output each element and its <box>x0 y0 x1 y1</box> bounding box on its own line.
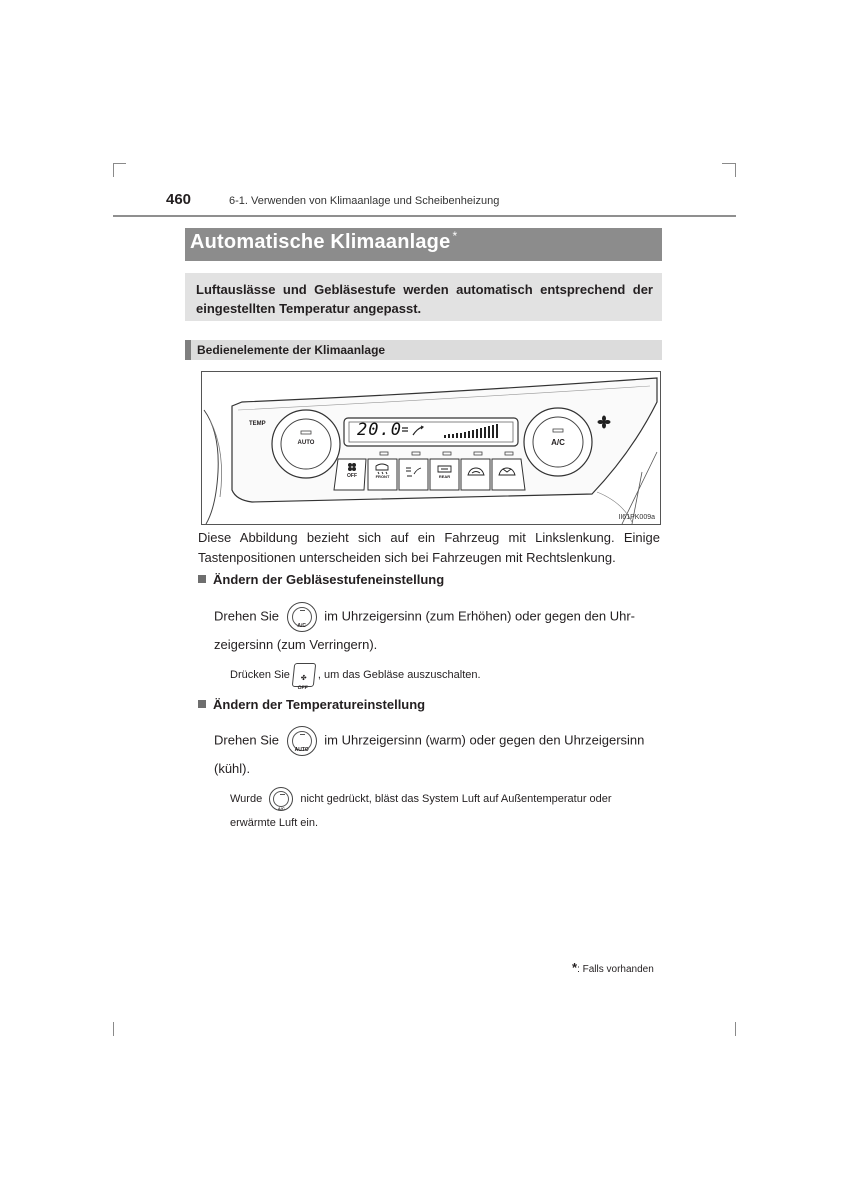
footnote <box>572 960 654 975</box>
subheading-text: Bedienelemente der Klimaanlage <box>197 343 386 357</box>
climate-panel-drawing <box>202 372 661 525</box>
temp-note-line2: erwärmte Luft ein. <box>230 817 319 830</box>
footnote-marker: * <box>572 960 578 975</box>
btn-off-label: OFF <box>347 473 357 479</box>
btn-face-shape <box>399 459 428 490</box>
fan-note-before: Drücken Sie <box>230 669 290 681</box>
temp-text-line2: (kühl). <box>214 761 251 776</box>
auto-knob-label: AUTO <box>297 440 315 446</box>
section-reference: 6-1. Verwenden von Klimaanlage und Scheibenheizung <box>229 195 500 207</box>
temp-section-heading-text: Ändern der Temperatureinstellung <box>213 697 426 712</box>
crop-mark-top-left-v <box>113 163 114 177</box>
page-title-text: Automatische Klimaanlage <box>190 231 451 253</box>
display-temperature: 20.0 <box>357 420 402 440</box>
intro-box <box>185 273 662 321</box>
ac-knob-small-icon <box>269 787 293 811</box>
bullet-square-icon <box>198 700 206 708</box>
figure-caption: Diese Abbildung bezieht sich auf ein Fahrzeug mit Linkslenkung. Einige Tastenpositionen unterscheiden sich bei Fahrzeugen mit Rechtslenkung. <box>198 530 660 565</box>
climate-panel-figure <box>201 371 661 525</box>
bullet-square-icon <box>198 575 206 583</box>
dashboard-arc-outer <box>204 410 218 524</box>
dashboard-arc-inner <box>210 420 222 497</box>
temp-section-heading <box>198 697 425 712</box>
auto-knob-icon-label: AUTO <box>294 747 309 753</box>
crop-mark-bottom-right <box>735 1022 736 1036</box>
ac-knob-label: A/C <box>551 438 565 447</box>
title-footnote-marker: * <box>452 229 458 243</box>
temp-note-after: nicht gedrückt, bläst das System Luft auf Außentemperatur oder <box>300 793 612 805</box>
crop-mark-top-right-h <box>722 163 735 164</box>
crop-mark-top-left-h <box>113 163 126 164</box>
ac-knob-icon-label: A/C <box>297 623 306 629</box>
header-divider <box>113 215 736 217</box>
temp-label: TEMP <box>249 421 266 427</box>
fan-text-line2: zeigersinn (zum Verringern). <box>214 637 378 652</box>
off-button-icon: ✤ OFF <box>292 663 317 687</box>
btn-front-label: FRONT <box>375 474 390 479</box>
fan-section-heading-text: Ändern der Gebläsestufeneinstellung <box>213 572 445 587</box>
temp-note-before: Wurde <box>230 793 263 805</box>
footnote-text: : Falls vorhanden <box>577 964 654 975</box>
page-title-bar <box>185 228 662 261</box>
auto-knob-icon <box>287 726 317 756</box>
temp-instruction <box>214 726 660 781</box>
btn-recirc-shape <box>461 459 490 490</box>
off-button-icon-label: OFF <box>297 685 308 692</box>
temp-text-after: im Uhrzeigersinn (warm) oder gegen den Uhrzeigersinn <box>324 732 645 748</box>
fan-off-note <box>230 663 660 692</box>
fan-note-after: , um das Gebläse auszuschalten. <box>317 669 481 681</box>
fan-text-before: Drehen Sie <box>214 608 280 624</box>
fan-text-after: im Uhrzeigersinn (zum Erhöhen) oder gegen den Uhr- <box>324 608 636 624</box>
ac-knob-icon <box>287 602 317 632</box>
fan-section-heading <box>198 572 444 587</box>
temp-note <box>230 787 660 835</box>
crop-mark-top-right-v <box>735 163 736 177</box>
temp-text-before: Drehen Sie <box>214 732 280 748</box>
btn-fresh-shape <box>492 459 525 490</box>
crop-mark-bottom-left <box>113 1022 114 1036</box>
ac-knob-small-icon-label: A/C <box>277 806 285 812</box>
fan-instruction <box>214 602 660 657</box>
page-number: 460 <box>166 191 192 208</box>
subheading-bar <box>185 340 662 360</box>
btn-rear-label: REAR <box>438 474 451 479</box>
page-title <box>190 231 457 254</box>
intro-text: Luftauslässe und Gebläsestufe werden automatisch entsprechend der eingestellten Temperatur angepasst. <box>196 282 653 316</box>
figure-id: II61PK009a <box>618 514 655 521</box>
